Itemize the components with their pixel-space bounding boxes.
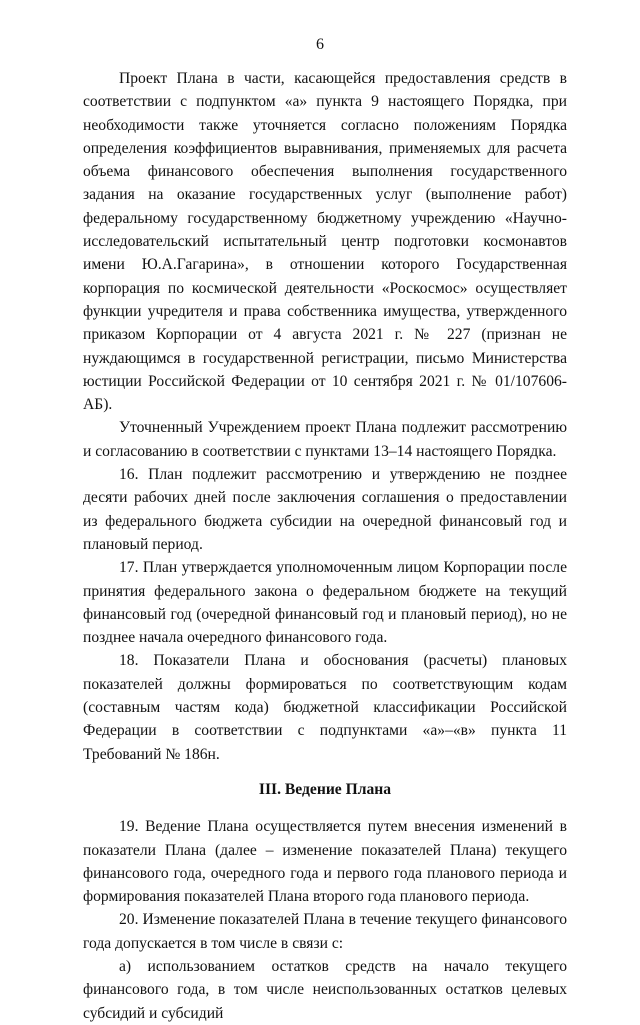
paragraph-20: 20. Изменение показателей Плана в течение текущего финансового года допускается в том числе в связи с: [83, 911, 567, 952]
page-number: 6 [316, 36, 324, 53]
paragraph-19: 19. Ведение Плана осуществляется путем внесения изменений в показатели Плана (далее – изменение показателей Плана) текущего финансового года, очередного года и первого года планового периода и формирования показателей Плана второго года планового периода. [83, 818, 567, 906]
paragraph-plan-draft-clarification: Проект Плана в части, касающейся предоставления средств в соответствии с подпунктом «а» пункта 9 настоящего Порядка, при необходимости также уточняется согласно положениям Порядка определения коэффициентов выравнивания, применяемых для расчета объема финансового обеспечения выполнения государственного задания на оказание государственных услуг (выполнение работ) федеральному государственному бюджетному учреждению «Научно-исследовательский испытательный центр подготовки космонавтов имени Ю.А.Гагарина», в отношении которого Государственная корпорация по космической деятельности «Роскосмос» осуществляет функции учредителя и права собственника имущества, утвержденного приказом Корпорации от 4 августа 2021 г. № 227 (признан не нуждающимся в государственной регистрации, письмо Министерства юстиции Российской Федерации от 10 сентября 2021 г. № 01/107606-АБ). [83, 70, 567, 414]
section-heading: III. Ведение Плана [258, 780, 392, 798]
paragraph-17: 17. План утверждается уполномоченным лицом Корпорации после принятия федерального закона о федеральном бюджете на текущий финансовый год (очередной финансовый год и плановый период), но не позднее начала очередного финансового года. [83, 559, 567, 647]
paragraph-plan-review: Уточненный Учреждением проект Плана подлежит рассмотрению и согласованию в соответствии с пунктами 13–14 настоящего Порядка. [83, 419, 567, 460]
paragraph-16: 16. План подлежит рассмотрению и утверждению не позднее десяти рабочих дней после заключения соглашения о предоставлении из федерального бюджета субсидии на очередной финансовый год и плановый период. [83, 466, 567, 553]
document-body [83, 67, 567, 1025]
paragraph-18: 18. Показатели Плана и обоснования (расчеты) плановых показателей должны формироваться по соответствующим кодам (составным частям кода) бюджетной классификации Российской Федерации в соответствии с подпунктами «а»–«в» пункта 11 Требований № 186н. [83, 652, 567, 763]
paragraph-20-a: а) использованием остатков средств на начало текущего финансового года, в том числе неиспользованных остатков целевых субсидий и субсидий [83, 957, 567, 1022]
